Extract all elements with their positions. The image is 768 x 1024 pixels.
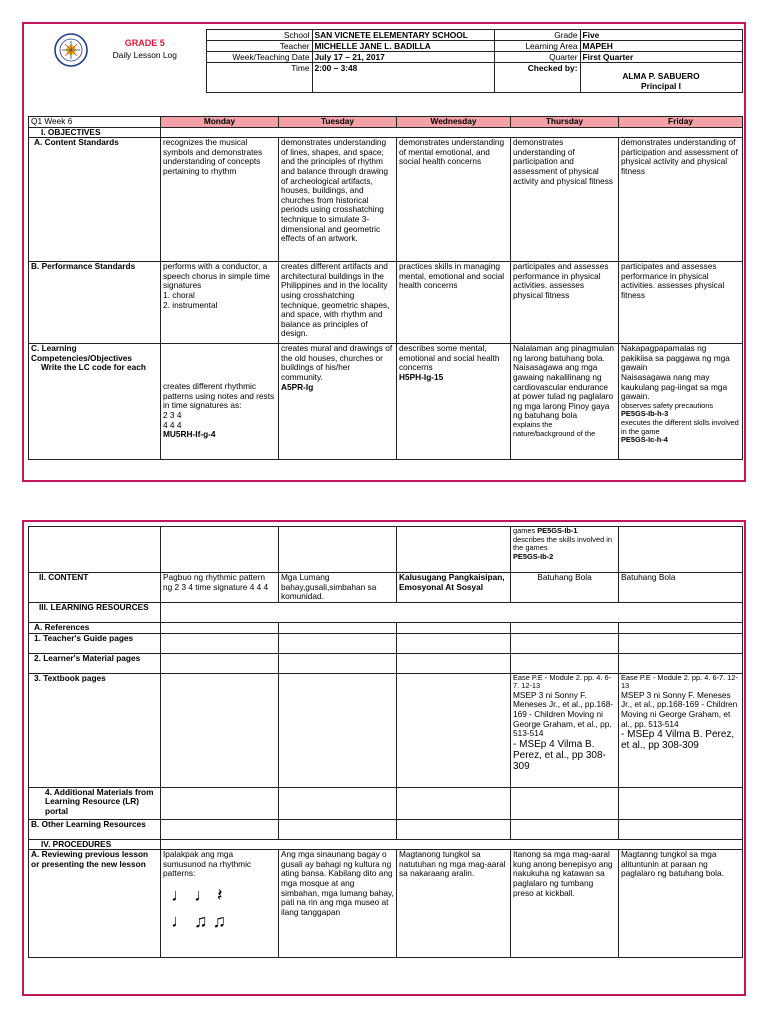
school-value: SAN VICNETE ELEMENTARY SCHOOL <box>312 30 494 41</box>
day-friday: Friday <box>619 117 743 128</box>
week-cell: Q1 Week 6 <box>29 117 161 128</box>
content-standards-fri: demonstrates understanding of participation and assessment of physical activity and physical fitness <box>619 138 743 262</box>
review-label: A. Reviewing previous lesson or presenting the new lesson <box>29 850 161 958</box>
content-mon: Pagbuo ng rhythmic pattern ng 2 3 4 time signature 4 4 4 <box>161 573 279 603</box>
performance-standards-fri: participates and assesses performance in physical activities. assesses physical fitness <box>619 262 743 344</box>
teachers-guide-label: 1. Teacher's Guide pages <box>29 633 161 653</box>
comp-fri-code1: PE5GS-Ib-h-3 <box>621 409 669 419</box>
grade-label: GRADE 5 <box>124 37 165 48</box>
competencies-label-2: Write the LC code for each <box>41 362 146 373</box>
competencies-mon <box>161 344 279 460</box>
content-standards-wed: demonstrates understanding of mental emotional, and social health concerns <box>397 138 511 262</box>
content-standards-thu: demonstrates understanding of participation and assessment of physical activity and physical fitness <box>511 138 619 262</box>
comp-mon-sig2: 4 4 4 <box>163 419 182 430</box>
textbook-thu-big: - MSEp 4 Vilma B. Perez, et al., pp 308-309 <box>513 738 606 772</box>
references-label: A. References <box>29 623 161 634</box>
comp-wed-code: H5PH-Ig-15 <box>399 371 444 382</box>
area-value: MAPEH <box>580 41 742 52</box>
review-mon <box>161 850 279 958</box>
grade-value: Five <box>580 30 742 41</box>
content-thu: Batuhang Bola <box>511 573 619 603</box>
content-heading: II. CONTENT <box>29 573 161 603</box>
quarter-label: Quarter <box>494 52 580 63</box>
learners-material-label: 2. Learner's Material pages <box>29 653 161 673</box>
comp-tue-code: A5PR-Ig <box>281 381 314 392</box>
textbook-thu-body: MSEP 3 ni Sonny F. Meneses Jr., et al., pp.168-169 - Children Moving ni George Graham, et al., pp. 513-514 <box>513 689 614 739</box>
page-1 <box>22 22 746 482</box>
textbook-fri-body: MSEP 3 ni Sonny F. Meneses Jr., et al., pp.168-169 - Children Moving ni George Graham, et al., pp. 513-514 <box>621 689 738 729</box>
learning-resources-heading: III. LEARNING RESOURCES <box>29 603 161 623</box>
content-wed: Kalusugang Pangkaisipan, Emosyonal At Sosyal <box>397 573 511 603</box>
performance-standards-mon <box>161 262 279 344</box>
textbook-label: 3. Textbook pages <box>29 673 161 787</box>
header-logo-cell <box>28 30 206 93</box>
content-standards-label: A. Content Standards <box>29 138 161 262</box>
doc-title: Daily Lesson Log <box>112 49 177 60</box>
textbook-thu-small: Ease P.E - Module 2. pp. 4. 6-7. 12-13 <box>513 673 612 691</box>
performance-standards-tue: creates different artifacts and architectural buildings in the Philippines and in the locality using crosshatching technique, geometric shapes, and space, with rhythm and balance as principles of design. <box>279 262 397 344</box>
day-tuesday: Tuesday <box>279 117 397 128</box>
comp-mon-code: MU5RH-If-g-4 <box>163 429 216 440</box>
comp-thu-small: explains the nature/background of the <box>513 419 596 438</box>
textbook-fri-big: - MSEp 4 Vilma B. Perez, et al., pp 308-309 <box>621 729 735 752</box>
textbook-fri-small: Ease P.E - Module 2. pp. 4. 6-7. 12-13 <box>621 673 738 691</box>
comp-mon-sig1: 2 3 4 <box>163 409 182 420</box>
review-mon-text: Ipalakpak ang mga sumusunod na rhythmic patterns: <box>163 849 252 879</box>
checker-cell <box>580 63 742 93</box>
page-2 <box>22 520 746 996</box>
school-label: School <box>206 30 312 41</box>
day-wednesday: Wednesday <box>397 117 511 128</box>
lesson-table-page1 <box>28 116 743 460</box>
perf-mon-text: performs with a conductor, a speech chorus in simple time signatures <box>163 261 270 291</box>
grade-field-label: Grade <box>494 30 580 41</box>
review-thu: Itanong sa mga mag-aaral kung anong benepisyo ang nakukuha ng katawan sa paglalaro ng tumbang preso at kickball. <box>511 850 619 958</box>
lesson-table-page2 <box>28 526 743 958</box>
review-fri: Magtanng tungkol sa mga alituntunin at paraan ng paglalaro ng batuhang bola. <box>619 850 743 958</box>
comp-mon-text: creates different rhythmic patterns using notes and rests in time signatures as: <box>163 381 275 411</box>
teacher-value: MICHELLE JANE L. BADILLA <box>312 41 494 52</box>
competencies-tue <box>279 344 397 460</box>
quarter-value: First Quarter <box>580 52 742 63</box>
content-standards-mon: recognizes the musical symbols and demonstrates understanding of concepts pertaining to rhythm <box>161 138 279 262</box>
competencies-wed <box>397 344 511 460</box>
day-monday: Monday <box>161 117 279 128</box>
rhythm-pattern-1-icon: ♩ ♩ 𝄽 <box>171 884 223 905</box>
comp-fri-text1: Nakapagpapamalas ng pakikiisa sa paggawa ng mga gawain <box>621 343 730 373</box>
content-tue: Mga Lumang bahay,gusali,simbahan sa komunidad. <box>279 573 397 603</box>
perf-mon-item2: 2. instrumental <box>163 299 218 310</box>
cont-thu-text1: games <box>513 526 536 535</box>
other-resources-label: B. Other Learning Resources <box>29 819 161 839</box>
comp-tue-text: creates mural and drawings of the old houses, churches or buildings of his/her community. <box>281 343 393 382</box>
procedures-heading: IV. PROCEDURES <box>29 839 161 850</box>
day-thursday: Thursday <box>511 117 619 128</box>
week-value: July 17 – 21, 2017 <box>312 52 494 63</box>
cont-thu-text2: describes the skills involved in the games <box>513 534 612 553</box>
checked-label: Checked by: <box>494 63 580 93</box>
review-wed: Magtanong tungkol sa natutuhan ng mga mag-aaral sa nakaraang aralin. <box>397 850 511 958</box>
checker-name: ALMA P. SABUERO <box>622 71 700 81</box>
performance-standards-label: B. Performance Standards <box>29 262 161 344</box>
comp-fri-small2: executes the different skills involved in the game <box>621 417 739 436</box>
competencies-label <box>29 344 161 460</box>
week-label: Week/Teaching Date <box>206 52 312 63</box>
header-table <box>28 29 743 93</box>
teacher-label: Teacher <box>206 41 312 52</box>
rhythm-pattern-2-icon: ♩ ♫ ♫ <box>171 910 227 931</box>
perf-mon-item1: 1. choral <box>163 289 195 300</box>
competencies-fri <box>619 344 743 460</box>
textbook-fri <box>619 673 743 787</box>
cont-thu-code2: PE5GS-Ib-2 <box>513 551 554 561</box>
comp-fri-small1: observes safety precautions <box>621 400 714 410</box>
additional-materials-label: 4. Additional Materials from Learning Resource (LR) portal <box>29 787 161 819</box>
content-fri: Batuhang Bola <box>619 573 743 603</box>
objectives-heading: I. OBJECTIVES <box>29 127 161 138</box>
review-tue: Ang mga sinaunang bagay o gusali ay bahagi ng kultura ng ating bansa. Kabilang dito ang mga mosque at ang simbahan, mga lumang bahay, pati na rin ang mga museo at ilang tanggapan <box>279 850 397 958</box>
area-label: Learning Area <box>494 41 580 52</box>
continued-thu <box>511 527 619 573</box>
performance-standards-wed: practices skills in managing mental, emotional and social health concerns <box>397 262 511 344</box>
comp-fri-code2: PE5GS-Ic-h-4 <box>621 435 668 445</box>
textbook-thu <box>511 673 619 787</box>
performance-standards-thu: participates and assesses performance in physical activities. assesses physical fitness <box>511 262 619 344</box>
competencies-thu <box>511 344 619 460</box>
cont-thu-code1: PE5GS-Ib-1 <box>537 526 578 535</box>
checker-title: Principal I <box>640 81 682 91</box>
competencies-label-1: C. Learning Competencies/Objectives <box>31 343 132 363</box>
comp-wed-text: describes some mental, emotional and social health concerns <box>399 343 500 373</box>
comp-fri-text2: Naisasagawa nang may kaukulang pag-iingat sa mga gawain. <box>621 371 728 402</box>
content-standards-tue: demonstrates understanding of lines, shapes, and space; and the principles of rhythm and balance through drawing of archeological artifacts, houses, buildings, and churches from historical periods using crosshatching technique to simulate 3-dimensional and geometric effects of an artwork. <box>279 138 397 262</box>
time-label: Time <box>206 63 312 93</box>
comp-thu-text: Nalalaman ang pinagmulan ng larong batuhang bola. Naisasagawa ang mga gawaing nakalilinang ng cardiovascular endurance at power tulad ng paglalaro ng mga larong Pinoy gaya ng batuhang bola <box>513 343 615 421</box>
time-value: 2:00 – 3:48 <box>312 63 494 93</box>
